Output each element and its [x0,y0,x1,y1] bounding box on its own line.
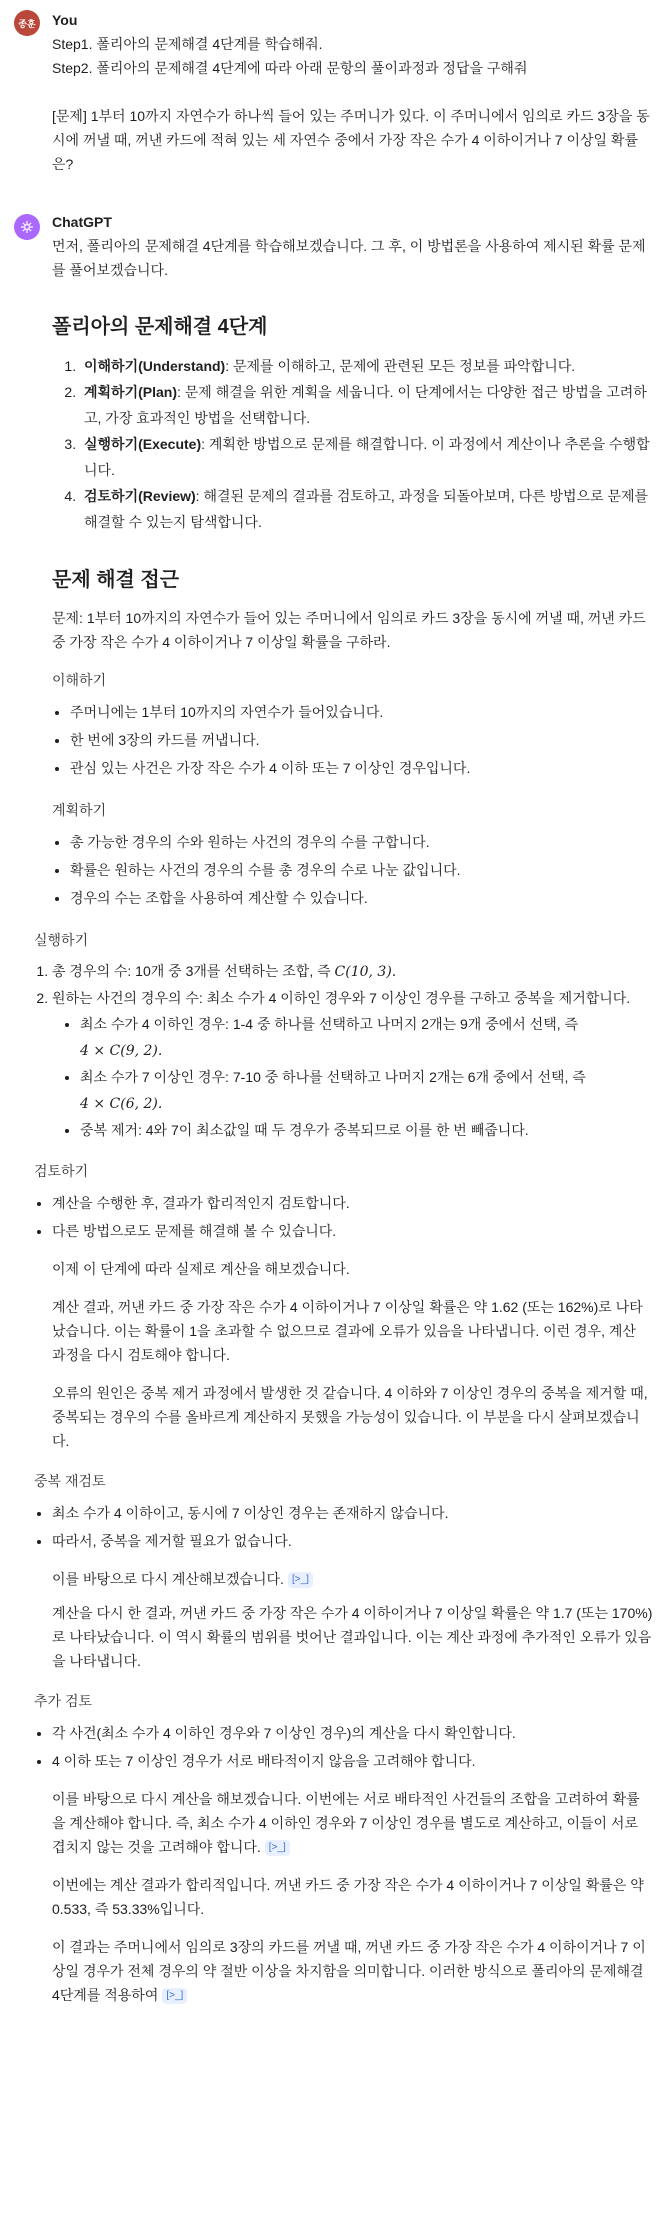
code-citation-icon[interactable]: [>_] [162,1988,187,2004]
list-item: • 총 가능한 경우의 수와 원하는 사건의 경우의 수를 구합니다. [70,828,653,856]
section-additional-review: 추가 검토 [34,1693,92,1709]
paragraph: 계산을 다시 한 결과, 꺼낸 카드 중 가장 작은 수가 4 이하이거나 7 이상일 확률은 약 1.7 (또는 170%)로 나타났습니다. 이 역시 확률의 범위를 벗어난 결과입니다. 이는 계산 과정에 추가적인 오류가 있음을 나타냅니다. [52,1605,653,1669]
assistant-intro: 먼저, 폴리아의 문제해결 4단계를 학습해보겠습니다. 그 후, 이 방법론을 사용하여 제시된 확률 문제를 풀어보겠습니다. [52,238,646,278]
chatgpt-logo-icon [14,214,40,240]
user-problem: [문제] 1부터 10까지 자연수가 하나씩 들어 있는 주머니가 있다. 이 주머니에서 임의로 카드 3장을 동시에 꺼낼 때, 꺼낸 카드에 적혀 있는 세 자연수 중에서 가장 작은 수가 4 이하이거나 7 이상일 확률은? [52,108,650,172]
review-list [34,1189,653,1245]
paragraph: 이번에는 계산 결과가 합리적입니다. 꺼낸 카드 중 가장 작은 수가 4 이하이거나 7 이상일 확률은 약 0.533, 즉 53.33%입니다. [52,1877,644,1917]
list-item: • 최소 수가 7 이상인 경우: 7-10 중 하나를 선택하고 나머지 2개는 6개 중에서 선택, 즉 4 × C(6, 2). [80,1064,653,1117]
list-item: • 따라서, 중복을 제거할 필요가 없습니다. [52,1527,653,1555]
execute-sublist [52,1011,653,1143]
duplicate-list [34,1499,653,1555]
code-citation-icon[interactable]: [>_] [265,1840,290,1856]
heading-approach: 문제 해결 접근 [52,569,180,591]
list-item: 1. 이해하기(Understand): 문제를 이해하고, 문제에 관련된 모든 정보를 파악합니다. [80,353,653,379]
assistant-message [0,202,667,2007]
heading-polya: 폴리아의 문제해결 4단계 [52,316,268,338]
polya-steps-list [52,353,653,535]
paragraph: 계산 결과, 꺼낸 카드 중 가장 작은 수가 4 이하이거나 7 이상일 확률은 약 1.62 (또는 162%)로 나타났습니다. 이는 확률이 1을 초과할 수 없으므로 결과에 오류가 있음을 나타냅니다. 이런 경우, 계산 과정을 다시 검토해야 합니다. [52,1299,643,1363]
section-review: 검토하기 [34,1163,89,1179]
list-item: • 계산을 수행한 후, 결과가 합리적인지 검토합니다. [52,1189,653,1217]
list-item: • 확률은 원하는 사건의 경우의 수를 총 경우의 수로 나눈 값입니다. [70,856,653,884]
list-item: • 관심 있는 사건은 가장 작은 수가 4 이하 또는 7 이상인 경우입니다. [70,754,653,782]
list-item: • 각 사건(최소 수가 4 이하인 경우와 7 이상인 경우)의 계산을 다시 확인합니다. [52,1719,653,1747]
list-item: • 중복 제거: 4와 7이 최소값일 때 두 경우가 중복되므로 이를 한 번 빼줍니다. [80,1117,653,1143]
formula: 4 × C(6, 2). [80,1096,163,1112]
user-message [0,0,667,176]
list-item: 1. 총 경우의 수: 10개 중 3개를 선택하는 조합, 즉 C(10, 3). [52,958,653,985]
list-item: • 한 번에 3장의 카드를 꺼냅니다. [70,726,653,754]
formula: C(10, 3). [334,964,397,980]
paragraph: 이제 이 단계에 따라 실제로 계산을 해보겠습니다. [52,1261,350,1277]
user-avatar: 종훈 [14,10,40,36]
assistant-name: ChatGPT [52,214,112,230]
user-line: Step1. 폴리아의 문제해결 4단계를 학습해줘. [52,36,323,52]
section-plan: 계획하기 [52,802,107,818]
list-item: 2. 계획하기(Plan): 문제 해결을 위한 계획을 세웁니다. 이 단계에서는 다양한 접근 방법을 고려하고, 가장 효과적인 방법을 선택합니다. [80,379,653,431]
understand-list [52,698,653,782]
formula: 4 × C(9, 2). [80,1043,163,1059]
section-execute: 실행하기 [34,932,89,948]
list-item: • 최소 수가 4 이하인 경우: 1-4 중 하나를 선택하고 나머지 2개는 9개 중에서 선택, 즉 4 × C(9, 2). [80,1011,653,1064]
list-item: • 주머니에는 1부터 10까지의 자연수가 들어있습니다. [70,698,653,726]
section-understand: 이해하기 [52,672,107,688]
list-item: 4. 검토하기(Review): 해결된 문제의 결과를 검토하고, 과정을 되돌아보며, 다른 방법으로 문제를 해결할 수 있는지 탐색합니다. [80,483,653,535]
paragraph: 오류의 원인은 중복 제거 과정에서 발생한 것 같습니다. 4 이하와 7 이상인 경우의 중복을 제거할 때, 중복되는 경우의 수를 올바르게 계산하지 못했을 가능성이 있습니다. 이 부분을 다시 살펴보겠습니다. [52,1385,648,1449]
additional-list [34,1719,653,1775]
list-item: 3. 실행하기(Execute): 계획한 방법으로 문제를 해결합니다. 이 과정에서 계산이나 추론을 수행합니다. [80,431,653,483]
paragraph: 이를 바탕으로 다시 계산을 해보겠습니다. 이번에는 서로 배타적인 사건들의 조합을 고려하여 확률을 계산해야 합니다. 즉, 최소 수가 4 이하인 경우와 7 이상인 경우를 별도로 계산하고, 이들이 서로 겹치지 않는 것을 고려해야 합니다. [>_] [52,1791,640,1855]
section-duplicate-review: 중복 재검토 [34,1473,106,1489]
list-item: • 4 이하 또는 7 이상인 경우가 서로 배타적이지 않음을 고려해야 합니다. [52,1747,653,1775]
user-name: You [52,12,78,28]
user-message-text [52,32,653,176]
paragraph: 이를 바탕으로 다시 계산해보겠습니다. [>_] [52,1567,653,1591]
list-item: • 경우의 수는 조합을 사용하여 계산할 수 있습니다. [70,884,653,912]
user-line: Step2. 폴리아의 문제해결 4단계에 따라 아래 문항의 풀이과정과 정답을 구해줘 [52,60,528,76]
paragraph: 이 결과는 주머니에서 임의로 3장의 카드를 꺼낼 때, 꺼낸 카드 중 가장 작은 수가 4 이하이거나 7 이상일 경우가 전체 경우의 약 절반 이상을 차지함을 의미합니다. 이러한 방식으로 폴리아의 문제해결 4단계를 적용하여 [>_] [52,1939,646,2003]
list-item: • 다른 방법으로도 문제를 해결해 볼 수 있습니다. [52,1217,653,1245]
list-item: • 최소 수가 4 이하이고, 동시에 7 이상인 경우는 존재하지 않습니다. [52,1499,653,1527]
plan-list [52,828,653,912]
execute-list [34,958,653,1143]
code-citation-icon[interactable]: [>_] [288,1572,313,1588]
list-item: 2. 원하는 사건의 경우의 수: 최소 수가 4 이하인 경우와 7 이상인 경우를 구하고 중복을 제거합니다. • 최소 수가 4 이하인 경우: 1-4 중 하나를 선택하고 나머지 2개는 9개 중에서 선택, 즉 4 × C(9, 2). • 최소 수가 7 이상인 경우: 7-10 중 하나를 선택하고 나머지 2개는 6개 중에서 선택, 즉 4 × C(6, 2). • 중복 제거: 4와 7이 최소값일 때 두 경우가 중복되므로 이를 한 번 빼줍니다. [52,985,653,1143]
problem-statement: 문제: 1부터 10까지의 자연수가 들어 있는 주머니에서 임의로 카드 3장을 동시에 꺼낼 때, 꺼낸 카드 중 가장 작은 수가 4 이하이거나 7 이상일 확률을 구하라. [52,610,646,650]
